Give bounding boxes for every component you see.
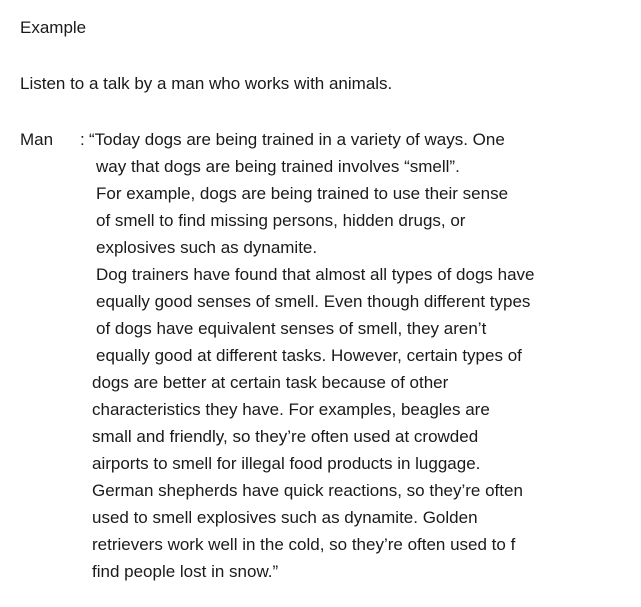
transcript-line: find people lost in snow.”	[92, 562, 279, 581]
transcript-line: equally good at different tasks. However, certain types of	[96, 346, 522, 365]
transcript-line: dogs are better at certain task because of other	[92, 373, 449, 392]
speaker-colon: :	[80, 130, 85, 149]
transcript-line: used to smell explosives such as dynamite. Golden	[92, 508, 478, 527]
transcript-line: of smell to find missing persons, hidden drugs, or	[96, 211, 466, 230]
transcript-line: of dogs have equivalent senses of smell, they aren’t	[96, 319, 487, 338]
intro-instruction: Listen to a talk by a man who works with animals.	[20, 74, 393, 93]
transcript-line: retrievers work well in the cold, so they’re often used to f	[92, 535, 516, 554]
transcript-line: equally good senses of smell. Even though different types	[96, 292, 531, 311]
transcript-line: “Today dogs are being trained in a variety of ways. One	[89, 130, 505, 149]
transcript-line: German shepherds have quick reactions, so they’re often	[92, 481, 523, 500]
transcript-line: For example, dogs are being trained to use their sense	[96, 184, 509, 203]
speaker-label: Man	[20, 130, 54, 149]
transcript-line: way that dogs are being trained involves “smell”.	[96, 157, 460, 176]
transcript-line: characteristics they have. For examples, beagles are	[92, 400, 490, 419]
section-heading: Example	[20, 18, 87, 37]
transcript-line: explosives such as dynamite.	[96, 238, 318, 257]
transcript-line: Dog trainers have found that almost all types of dogs have	[96, 265, 535, 284]
transcript-line: small and friendly, so they’re often used at crowded	[92, 427, 479, 446]
transcript-line: airports to smell for illegal food products in luggage.	[92, 454, 481, 473]
